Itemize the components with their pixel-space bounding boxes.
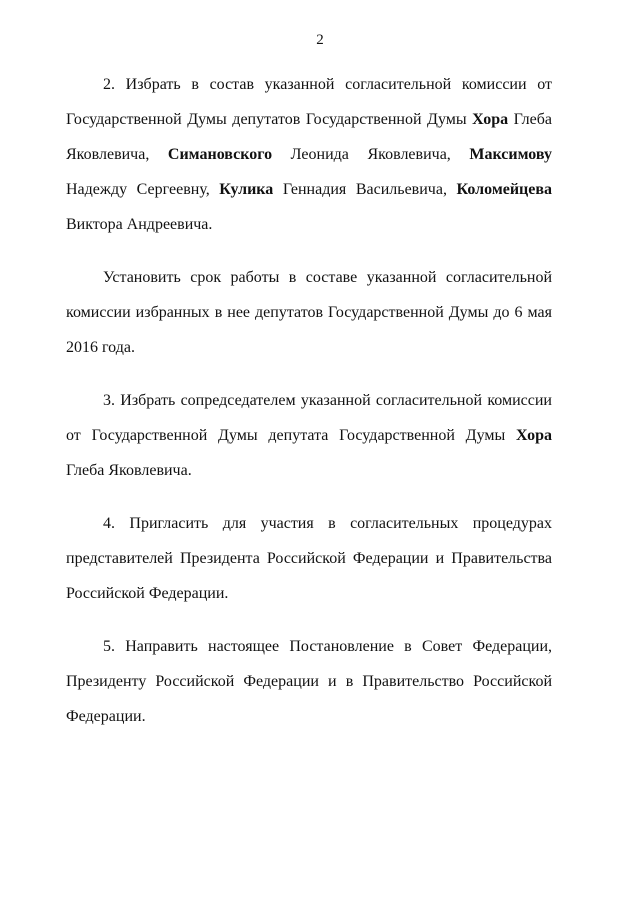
paragraph-text: 3. Избрать сопредседателем указанной согласительной комиссии от Государственной Думы депутата Государственной Думы bbox=[66, 392, 552, 444]
deputy-name: Хора bbox=[472, 111, 509, 128]
paragraph-text: Надежду Сергеевну, bbox=[66, 181, 220, 198]
paragraph-commission-members bbox=[66, 67, 552, 242]
deputy-name: Максимову bbox=[469, 146, 552, 163]
deputy-name: Хора bbox=[516, 427, 552, 444]
paragraph-text: 2. Избрать в состав указанной согласительной комиссии от Государственной Думы депутатов Государственной Думы bbox=[66, 76, 552, 128]
document-body bbox=[66, 67, 552, 752]
page-number: 2 bbox=[316, 32, 324, 48]
deputy-name: Симановского bbox=[167, 146, 273, 163]
paragraph-text: Геннадия Васильевича, bbox=[273, 181, 457, 198]
paragraph-text: Глеба Яковлевича, bbox=[66, 111, 553, 163]
paragraph-send-resolution: 5. Направить настоящее Постановление в Совет Федерации, Президенту Российской Федерации и в Правительство Российской Федерации. bbox=[66, 638, 552, 725]
paragraph-co-chair bbox=[66, 383, 552, 488]
paragraph-text: Виктора Андреевича. bbox=[66, 216, 213, 233]
paragraph-text: Глеба Яковлевича. bbox=[66, 462, 192, 479]
deputy-name: Коломейцева bbox=[456, 181, 552, 198]
paragraph-term-of-work: Установить срок работы в составе указанной согласительной комиссии избранных в нее депутатов Государственной Думы до 6 мая 2016 года. bbox=[66, 269, 552, 356]
paragraph-text: Леонида Яковлевича, bbox=[272, 146, 470, 163]
paragraph-invite-representatives: 4. Пригласить для участия в согласительных процедурах представителей Президента Российской Федерации и Правительства Российской Федерации. bbox=[66, 515, 552, 602]
deputy-name: Кулика bbox=[219, 181, 274, 198]
